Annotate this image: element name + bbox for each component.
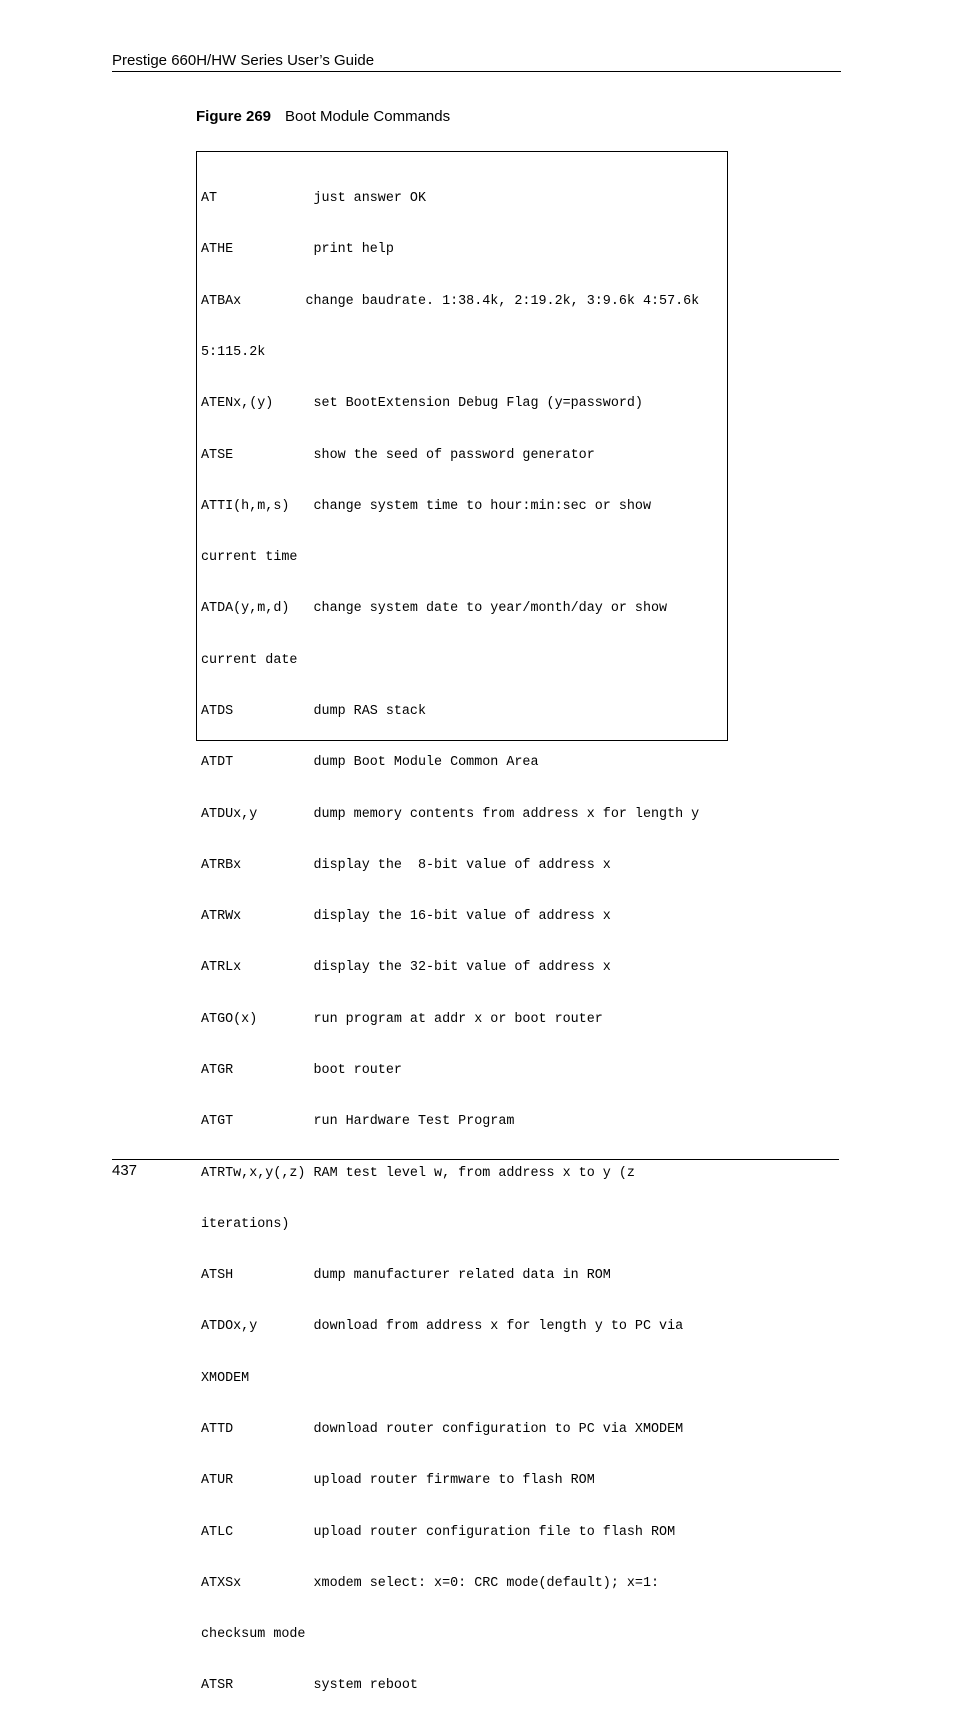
page-number: 437 [112,1162,138,1179]
code-line: XMODEM [201,1370,250,1386]
code-line: ATDUx,y dump memory contents from address x for length y [201,806,700,822]
code-line: ATGT run Hardware Test Program [201,1114,515,1130]
command-listing-box [196,151,728,1694]
header-divider [112,71,841,72]
code-line: ATHE print help [201,242,394,258]
code-line: ATGR boot router [201,1062,402,1078]
code-line: ATXSx xmodem select: x=0: CRC mode(default); x=1: [201,1575,660,1591]
figure-caption [196,108,450,126]
code-line: ATDS dump RAS stack [201,704,426,719]
code-line: AT just answer OK [201,191,426,207]
code-line: checksum mode [201,1627,306,1643]
code-line: ATBAx change baudrate. 1:38.4k, 2:19.2k, 3:9.6k 4:57.6k [201,293,700,309]
code-line: ATGO(x) run program at addr x or boot router [201,1011,603,1027]
code-line: ATRWx display the 16-bit value of address x [201,909,611,925]
code-line: ATENx,(y) set BootExtension Debug Flag (y=password) [201,396,643,412]
code-line: 5:115.2k [201,345,266,361]
code-line: ATDT dump Boot Module Common Area [201,755,539,771]
figure-label: Figure 269 [196,108,272,125]
code-line: current date [201,652,298,668]
code-line: ATTD download router configuration to PC via XMODEM [201,1421,684,1437]
code-line: ATRBx display the 8-bit value of address x [201,857,611,873]
code-line: ATTI(h,m,s) change system time to hour:min:sec or show [201,498,651,514]
code-line: current time [201,550,298,566]
code-line: ATRLx display the 32-bit value of address x [201,960,611,976]
code-line: ATSE show the seed of password generator [201,447,595,463]
code-line: ATRTw,x,y(,z) RAM test level w, from address x to y (z [201,1165,635,1181]
figure-title: Boot Module Commands [285,108,451,125]
code-line: ATSH dump manufacturer related data in ROM [201,1268,611,1284]
code-line: ATSR system reboot [201,1678,418,1694]
footer-divider [112,1159,839,1160]
code-line: ATUR upload router firmware to flash ROM [201,1473,595,1489]
code-line: iterations) [201,1216,290,1232]
code-line: ATDA(y,m,d) change system date to year/month/day or show [201,601,668,617]
code-line: ATLC upload router configuration file to flash ROM [201,1524,676,1540]
page-header-title: Prestige 660H/HW Series User’s Guide [112,52,375,69]
code-line: ATDOx,y download from address x for length y to PC via [201,1319,684,1335]
command-listing [201,156,699,1729]
